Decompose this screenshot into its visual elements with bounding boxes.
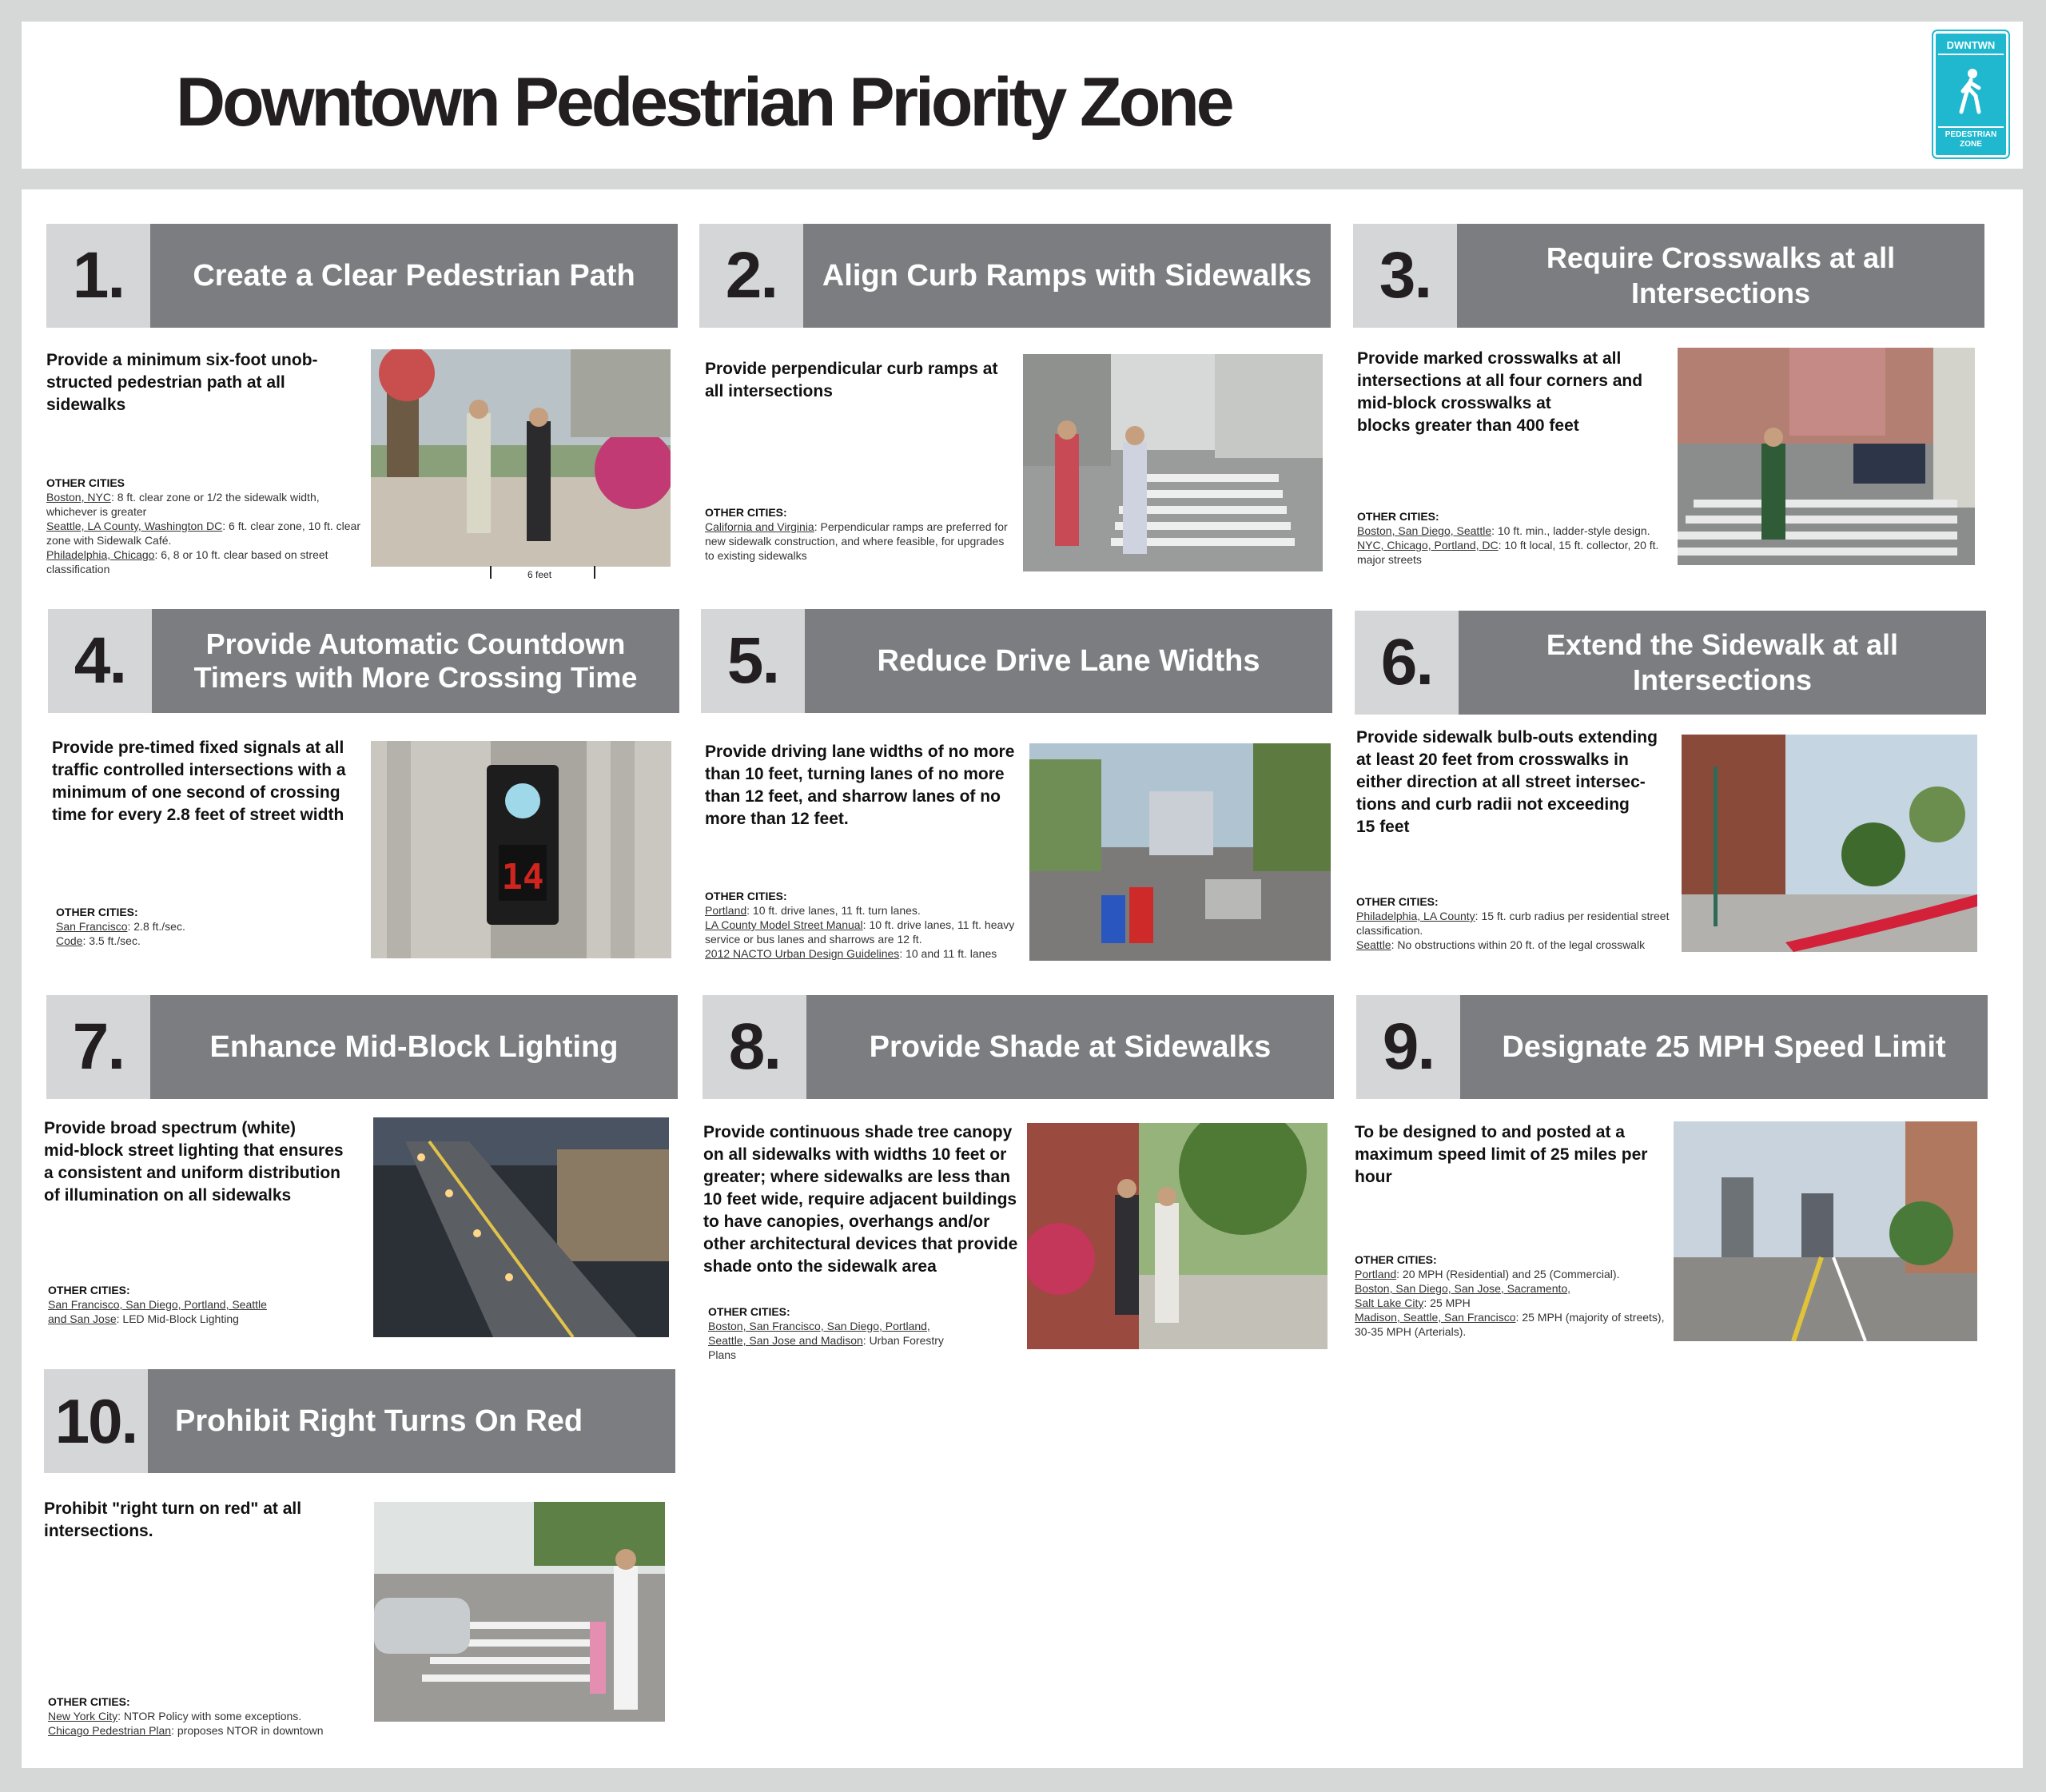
pedestrian-icon [1955,67,1987,115]
page-title: Downtown Pedestrian Priority Zone [176,64,1232,141]
card-8 [703,995,1334,1363]
card-6 [1355,611,1986,978]
card-title: Designate 25 MPH Speed Limit [1460,995,1988,1099]
other-cities [1355,1252,1674,1339]
other-cities [1357,509,1661,567]
other-city-item: Philadelphia, Chicago: 6, 8 or 10 ft. clear based on street classification [46,548,328,575]
other-city-item: Boston, San Francisco, San Diego, Portland, Seattle, San Jose and Madison: Urban Forestry Plans [708,1320,944,1361]
other-city-item: NYC, Chicago, Portland, DC: 10 ft local, 15 ft. collector, 20 ft. major streets [1357,539,1659,566]
card-header [699,224,1331,328]
other-city-item: Code: 3.5 ft./sec. [56,934,141,947]
other-cities [48,1694,368,1738]
photo-caption: 6 feet [527,569,552,580]
card-9 [1356,995,1988,1363]
card-number: 6. [1355,611,1459,715]
card-4 [48,609,679,977]
card-header [1356,995,1988,1099]
card-description: Provide pre-timed fixed signals at all traffic controlled intersections with a minimum of one second of crossing time for every 2.8 feet of street width [52,739,346,824]
other-city-item: Philadelphia, LA County: 15 ft. curb radius per residential street classification. [1356,910,1670,937]
main-panel [22,189,2023,1768]
other-city-item: Madison, Seattle, San Francisco: 25 MPH (majority of streets), 30-35 MPH (Arterials). [1355,1311,1665,1338]
other-city-item: California and Virginia: Perpendicular ramps are preferred for new sidewalk construction, and where feasible, for upgrades to existing sidewalks [705,520,1008,562]
card-7 [46,995,678,1363]
card-3 [1353,224,1984,583]
other-city-item: Boston, NYC: 8 ft. clear zone or 1/2 the sidewalk width, whichever is greater [46,491,320,518]
other-cities [46,476,366,576]
card-description: Provide marked crosswalks at all intersections at all four corners and mid-block crosswalks at blocks greater than 400 feet [1357,349,1643,435]
other-city-item: 2012 NACTO Urban Design Guidelines: 10 and 11 ft. lanes [705,947,997,960]
card-number: 9. [1356,995,1460,1099]
other-city-item: Chicago Pedestrian Plan: proposes NTOR in downtown [48,1724,324,1737]
card-number: 5. [701,609,805,713]
other-cities-label: OTHER CITIES: [1355,1253,1437,1266]
card-number: 8. [703,995,806,1099]
other-cities-label: OTHER CITIES [46,476,125,489]
card-title: Prohibit Right Turns On Red [148,1369,675,1473]
other-cities-label: OTHER CITIES: [56,906,138,918]
card-title: Provide Shade at Sidewalks [806,995,1334,1099]
card-number: 3. [1353,224,1457,328]
card-number: 7. [46,995,150,1099]
card-header [46,224,678,328]
other-city-item: New York City: NTOR Policy with some exceptions. [48,1710,302,1722]
card-title: Extend the Sidewalk at all Intersections [1459,611,1986,715]
right-turn-photo [374,1502,665,1722]
card-description: To be designed to and posted at a maximum speed limit of 25 miles per hour [1355,1123,1648,1186]
other-cities [1356,894,1676,952]
card-description: Provide sidewalk bulb-outs extending at least 20 feet from crosswalks in either direction at all street intersec- tions and curb radii not exceeding 15 feet [1356,728,1658,836]
card-title: Reduce Drive Lane Widths [805,609,1332,713]
other-city-item: Salt Lake City: 25 MPH [1355,1296,1471,1309]
sidewalk-photo [371,349,671,567]
card-1 [46,224,678,583]
card-header [1353,224,1984,328]
logo-top-text: DWNTWN [1938,39,2004,55]
card-header [48,609,679,713]
other-city-item: San Francisco, San Diego, Portland, Seattle and San Jose: LED Mid-Block Lighting [48,1298,267,1325]
curb-ramp-photo [1023,354,1323,571]
card-description: Provide broad spectrum (white) mid-block street lighting that ensures a consistent and uniform distribution of illumination on all sidewalks [44,1119,344,1205]
other-cities-label: OTHER CITIES: [1357,510,1439,523]
card-10 [44,1369,675,1745]
drive-lane-photo [1029,743,1331,961]
card-number: 10. [44,1369,148,1473]
other-cities [705,505,1009,563]
other-cities-label: OTHER CITIES: [48,1695,130,1708]
card-description: Provide continuous shade tree canopy on all sidewalks with widths 10 feet or greater; where sidewalks are less than 10 feet wide, require adjacent buildings to have canopies, overhangs and/or other architectural devices that provide shade onto the sidewalk area [703,1123,1018,1276]
speed-limit-photo [1674,1121,1977,1341]
other-city-item: Boston, San Diego, Seattle: 10 ft. min., ladder-style design. [1357,524,1650,537]
signal-countdown-digits: 14 [501,857,544,898]
logo-bottom-text: PEDESTRIAN ZONE [1938,126,2004,149]
card-5 [701,609,1332,977]
other-cities-label: OTHER CITIES: [708,1305,790,1318]
card-description: Provide a minimum six-foot unob- structed pedestrian path at all sidewalks [46,351,318,414]
card-description: Provide perpendicular curb ramps at all intersections [705,360,998,400]
other-cities [708,1304,964,1362]
card-description: Provide driving lane widths of no more than 10 feet, turning lanes of no more than 12 feet, and sharrow lanes of no more than 12 feet. [705,743,1015,828]
card-header [701,609,1332,713]
pedestrian-zone-logo [1933,31,2008,157]
other-cities [48,1283,280,1326]
other-cities [56,905,296,948]
countdown-signal-photo [371,741,671,958]
bulb-out-photo [1682,735,1977,952]
card-header [1355,611,1986,715]
other-city-item: Seattle, LA County, Washington DC: 6 ft. clear zone, 10 ft. clear zone with Sidewalk Café. [46,520,360,547]
dimension-tick-right [594,566,595,579]
card-header [46,995,678,1099]
card-title: Enhance Mid-Block Lighting [150,995,678,1099]
card-number: 1. [46,224,150,328]
other-city-item: San Francisco: 2.8 ft./sec. [56,920,185,933]
card-2 [699,224,1331,583]
street-lighting-photo [373,1117,669,1337]
card-number: 2. [699,224,803,328]
other-cities-label: OTHER CITIES: [705,506,787,519]
other-city-item: Portland: 20 MPH (Residential) and 25 (Commercial). [1355,1268,1620,1280]
card-title: Require Crosswalks at all Intersections [1457,224,1984,328]
crosswalk-photo [1678,348,1975,565]
other-cities-label: OTHER CITIES: [48,1284,130,1296]
dimension-tick-left [490,566,492,579]
shade-trees-photo [1027,1123,1328,1349]
card-title: Create a Clear Pedestrian Path [150,224,678,328]
card-number: 4. [48,609,152,713]
other-cities [705,889,1017,961]
other-cities-label: OTHER CITIES: [1356,895,1439,908]
other-city-item: Seattle: No obstructions within 20 ft. of the legal crosswalk [1356,938,1646,951]
card-description: Prohibit "right turn on red" at all intersections. [44,1499,302,1540]
card-header [44,1369,675,1473]
other-city-item: LA County Model Street Manual: 10 ft. drive lanes, 11 ft. heavy service or bus lanes and sharrows are 12 ft. [705,918,1015,946]
other-cities-label: OTHER CITIES: [705,890,787,902]
card-title: Align Curb Ramps with Sidewalks [803,224,1331,328]
header [22,22,2023,169]
other-city-item: Boston, San Diego, San Jose, Sacramento, [1355,1282,1571,1295]
card-title: Provide Automatic Countdown Timers with More Crossing Time [152,609,679,713]
card-header [703,995,1334,1099]
other-city-item: Portland: 10 ft. drive lanes, 11 ft. turn lanes. [705,904,921,917]
